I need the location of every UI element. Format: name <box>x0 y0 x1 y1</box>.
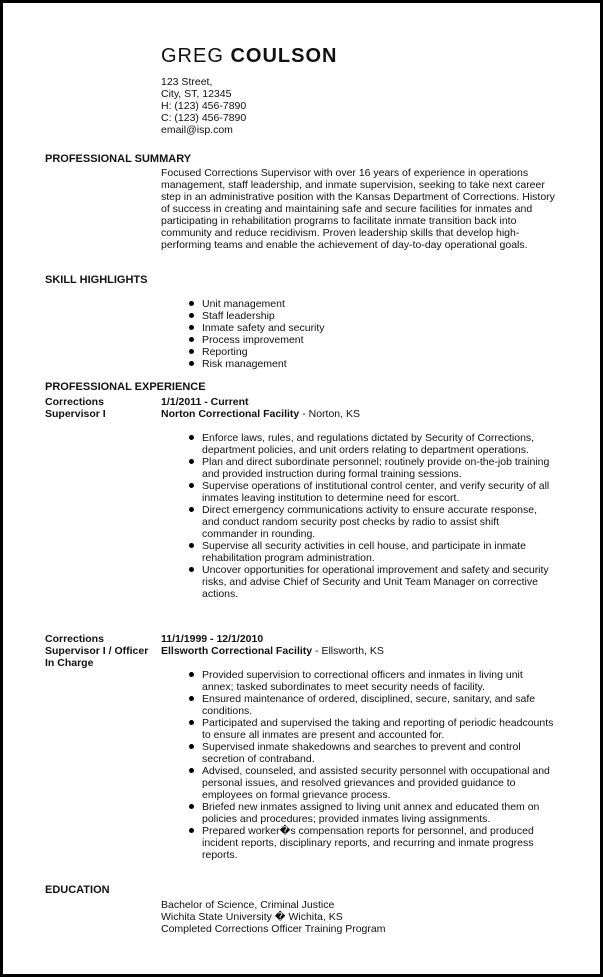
job-2-duties <box>189 669 554 861</box>
experience-heading: PROFESSIONAL EXPERIENCE <box>45 381 206 393</box>
duty-item: Supervise all security activities in cell house, and participate in inmate rehabilitation program administration. <box>189 540 554 564</box>
address-line-1: 123 Street, <box>161 76 213 88</box>
first-name: GREG <box>161 45 224 67</box>
job-role-line: Corrections <box>45 396 104 408</box>
duty-item: Uncover opportunities for operational improvement and safety and security risks, and advise Chief of Security and Unit Team Manager on corrective actions. <box>189 564 554 600</box>
skill-item: Inmate safety and security <box>189 322 325 334</box>
contact-block <box>161 76 246 136</box>
job-role-line: Corrections <box>45 633 104 645</box>
duty-item: Ensured maintenance of ordered, disciplined, secure, sanitary, and safe conditions. <box>189 693 554 717</box>
skill-item: Process improvement <box>189 334 325 346</box>
skill-item: Reporting <box>189 346 325 358</box>
education-block <box>161 899 385 935</box>
job-2-header <box>161 633 384 657</box>
duty-item: Direct emergency communications activity to ensure accurate response, and conduct random security post checks by radio to assist shift commander in rounding. <box>189 504 554 540</box>
home-phone: H: (123) 456-7890 <box>161 100 247 112</box>
education-school: Wichita State University � Wichita, KS <box>161 911 343 923</box>
job-1-role <box>45 396 155 420</box>
email: email@isp.com <box>161 124 233 136</box>
duty-item: Enforce laws, rules, and regulations dictated by Security of Corrections, department policies, and unit orders relating to department operations. <box>189 432 554 456</box>
last-name: COULSON <box>230 45 338 67</box>
job-1-duties <box>189 432 554 600</box>
education-heading: EDUCATION <box>45 884 110 896</box>
duty-item: Briefed new inmates assigned to living unit annex and educated them on policies and procedures; provided inmates living assignments. <box>189 801 554 825</box>
duty-item: Prepared worker�s compensation reports for personnel, and produced incident reports, disciplinary reports, and recurring and inmate progress reports. <box>189 825 554 861</box>
education-training: Completed Corrections Officer Training Program <box>161 923 386 935</box>
job-location: - Ellsworth, KS <box>312 645 384 657</box>
job-dates: 1/1/2011 - Current <box>161 396 249 408</box>
job-role-line: Supervisor I <box>45 408 106 420</box>
job-1-header <box>161 396 360 420</box>
skill-item: Risk management <box>189 358 325 370</box>
cell-phone: C: (123) 456-7890 <box>161 112 247 124</box>
skills-list <box>189 298 325 370</box>
summary-heading: PROFESSIONAL SUMMARY <box>45 153 192 165</box>
duty-item: Plan and direct subordinate personnel; routinely provide on-the-job training and provided instruction during formal training sessions. <box>189 456 554 480</box>
duty-item: Advised, counseled, and assisted security personnel with occupational and personal issues, and resolved grievances and provided guidance to employees on formal grievance process. <box>189 765 554 801</box>
job-company: Norton Correctional Facility <box>161 408 300 420</box>
job-location: - Norton, KS <box>299 408 360 420</box>
duty-item: Supervise operations of institutional control center, and verify security of all inmates leaving institution to determine need for escort. <box>189 480 554 504</box>
job-role-line: Supervisor I / Officer <box>45 645 149 657</box>
education-degree: Bachelor of Science, Criminal Justice <box>161 899 335 911</box>
skills-heading: SKILL HIGHLIGHTS <box>45 274 148 286</box>
job-2-role <box>45 633 155 669</box>
duty-item: Participated and supervised the taking and reporting of periodic headcounts to ensure all inmates are present and accounted for. <box>189 717 554 741</box>
summary-text: Focused Corrections Supervisor with over 16 years of experience in operations management, staff leadership, and inmate supervision, seeking to take next career step in an administrative position with the Kansas Department of Corrections. History of success in creating and maintaining safe and secure facilities for inmates and participating in rehabilitation programs to facilitate inmate transition back into community and reduce recidivism. Proven leadership skills that develop high-performing teams and enable the achievement of day-to-day operational goals. <box>161 167 555 251</box>
job-company: Ellsworth Correctional Facility <box>161 645 313 657</box>
skill-item: Staff leadership <box>189 310 325 322</box>
job-role-line: In Charge <box>45 657 94 669</box>
duty-item: Supervised inmate shakedowns and searches to prevent and control secretion of contraband. <box>189 741 554 765</box>
candidate-name <box>161 45 337 68</box>
address-line-2: City, ST, 12345 <box>161 88 232 100</box>
job-dates: 11/1/1999 - 12/1/2010 <box>161 633 264 645</box>
duty-item: Provided supervision to correctional officers and inmates in living unit annex; tasked subordinates to meet security needs of facility. <box>189 669 554 693</box>
skill-item: Unit management <box>189 298 325 310</box>
